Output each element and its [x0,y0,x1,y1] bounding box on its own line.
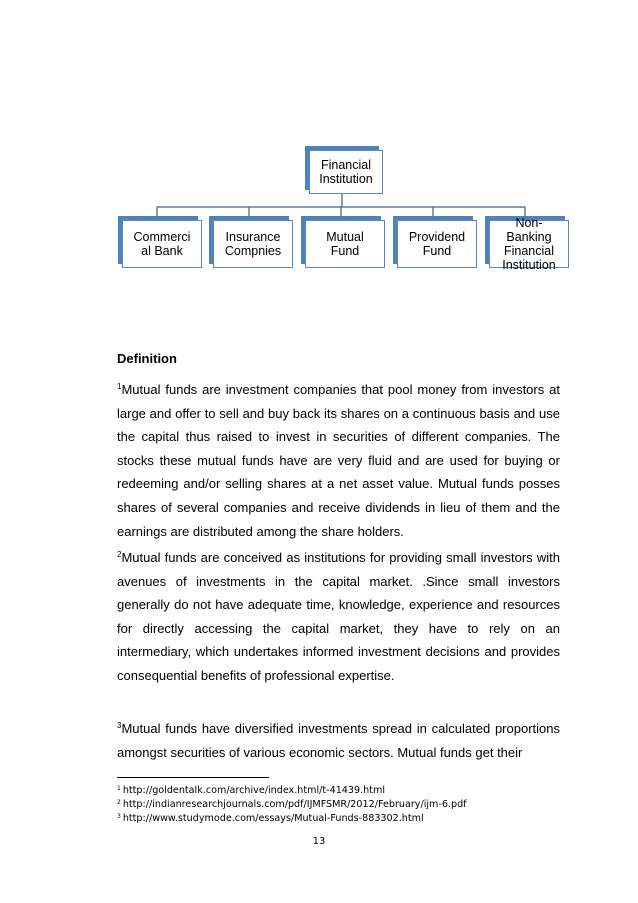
org-chart [0,0,638,300]
node-insurance-companies [213,220,293,268]
node-commercial-bank [122,220,202,268]
footnote-item [117,812,467,826]
footnote-ref: 3 [117,721,122,730]
node-label-line: Institution [319,172,373,186]
node-label-line: Compnies [224,244,282,258]
footnote-ref: 2 [117,550,122,559]
footnote-number: 3 [117,813,121,820]
node-label-line: Banking [506,230,552,244]
footnote-ref: 1 [117,382,122,391]
paragraph-text: Mutual funds are conceived as institutions for providing small investors with avenues of investments in the capital market. .Since small investors generally do not have adequate time, knowledge, experience and resources for directly accessing the capital market, they have to rely on an intermediary, which undertakes informed investment decisions and provides consequential benefits of professional expertise. [117,550,560,683]
paragraph-text: Mutual funds have diversified investments spread in calculated proportions amongst securities of various economic sectors. Mutual funds get their [117,721,560,760]
footnote-number: 1 [117,785,121,792]
footnotes [117,784,467,826]
node-financial-institution [309,150,383,194]
node-label-line: Commerci [133,230,191,244]
node-label-line: Financial [320,158,371,172]
footnote-item [117,784,467,798]
paragraph-definition-1 [117,378,560,543]
node-label-line: Providend [408,230,466,244]
section-heading: Definition [117,351,177,366]
node-label-line: Insurance [225,230,281,244]
footnote-link[interactable]: http://indianresearchjournals.com/pdf/IJMFSMR/2012/February/ijm-6.pdf [122,799,467,810]
node-non-banking-financial-institution [489,216,569,272]
paragraph-definition-3 [117,717,560,764]
footnote-link[interactable]: http://goldentalk.com/archive/index.html/t-41439.html [122,785,386,796]
page-number: 13 [312,836,326,847]
node-label-line: al Bank [141,244,183,258]
node-label-line: Fund [330,244,360,258]
footnote-item [117,798,467,812]
node-label-line: Financial [503,244,554,258]
paragraph-definition-2 [117,546,560,688]
footnote-number: 2 [117,799,121,806]
paragraph-text: Mutual funds are investment companies that pool money from investors at large and offer to sell and buy back its shares on a continuous basis and use the capital thus raised to invest in securities of different companies. The stocks these mutual funds have are very fluid and are used for buying or redeeming and/or selling shares at a net asset value. Mutual funds posses shares of several companies and receive dividends in lieu of them and the earnings are distributed among the share holders. [117,382,560,539]
footnote-divider [117,777,269,778]
node-label-line: Institution [502,258,556,272]
node-label-line: Fund [422,244,452,258]
node-provident-fund [397,220,477,268]
node-mutual-fund [305,220,385,268]
node-label-line: Mutual [326,230,364,244]
footnote-link[interactable]: http://www.studymode.com/essays/Mutual-Funds-883302.html [122,813,424,824]
node-label-line: Non- [515,216,543,230]
